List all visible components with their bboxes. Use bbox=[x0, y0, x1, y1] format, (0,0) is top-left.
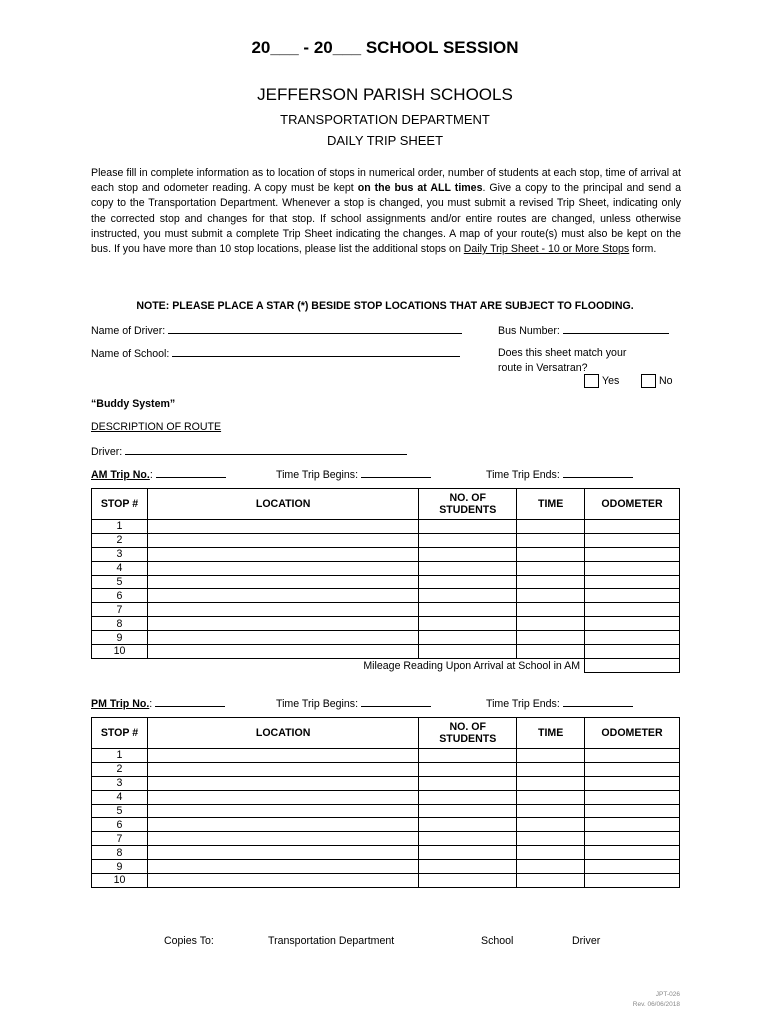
stop-number-cell: 6 bbox=[92, 589, 148, 603]
school-name-field[interactable] bbox=[172, 346, 460, 357]
pm-stop-row bbox=[92, 790, 680, 804]
students-cell[interactable] bbox=[419, 533, 517, 547]
students-header-line1: NO. OF bbox=[449, 721, 486, 733]
odometer-cell[interactable] bbox=[585, 645, 680, 659]
am-trip-number-row: AM Trip No.: bbox=[91, 467, 226, 481]
stop-number-cell: 9 bbox=[92, 631, 148, 645]
stop-number-header: STOP # bbox=[92, 718, 148, 749]
route-description-heading: DESCRIPTION OF ROUTE bbox=[91, 421, 222, 433]
department-name: TRANSPORTATION DEPARTMENT bbox=[280, 112, 490, 127]
stop-number-cell: 10 bbox=[92, 874, 148, 888]
odometer-cell[interactable] bbox=[585, 561, 680, 575]
pm-time-ends-label: Time Trip Ends: bbox=[486, 698, 560, 710]
am-mileage-field[interactable] bbox=[585, 658, 680, 672]
buddy-system-label: “Buddy System” bbox=[91, 398, 176, 410]
am-mileage-label: Mileage Reading Upon Arrival at School in AM bbox=[92, 658, 585, 672]
location-cell[interactable] bbox=[147, 776, 418, 790]
am-stop-row bbox=[92, 617, 680, 631]
stop-number-cell: 2 bbox=[92, 533, 148, 547]
am-stop-row bbox=[92, 631, 680, 645]
yes-label: Yes bbox=[602, 374, 620, 387]
odometer-header: ODOMETER bbox=[585, 718, 680, 749]
am-time-ends-field[interactable] bbox=[563, 467, 633, 478]
students-cell[interactable] bbox=[419, 790, 517, 804]
odometer-cell[interactable] bbox=[585, 631, 680, 645]
pm-stop-row bbox=[92, 804, 680, 818]
time-cell[interactable] bbox=[517, 645, 585, 659]
stop-number-cell: 5 bbox=[92, 575, 148, 589]
pm-stop-row bbox=[92, 846, 680, 860]
pm-time-begins-field[interactable] bbox=[361, 696, 431, 707]
odometer-cell[interactable] bbox=[585, 603, 680, 617]
students-cell[interactable] bbox=[419, 561, 517, 575]
location-cell[interactable] bbox=[147, 575, 418, 589]
location-cell[interactable] bbox=[147, 645, 418, 659]
copy-driver: Driver bbox=[572, 935, 601, 947]
odometer-cell[interactable] bbox=[585, 776, 680, 790]
am-stop-row bbox=[92, 645, 680, 659]
school-name-label: Name of School: bbox=[91, 348, 170, 360]
am-stop-row bbox=[92, 533, 680, 547]
location-cell[interactable] bbox=[147, 561, 418, 575]
am-time-begins-label: Time Trip Begins: bbox=[276, 469, 359, 481]
stop-number-cell: 7 bbox=[92, 832, 148, 846]
time-cell[interactable] bbox=[517, 749, 585, 763]
time-cell[interactable] bbox=[517, 818, 585, 832]
copy-transportation: Transportation Department bbox=[268, 935, 395, 947]
odometer-cell[interactable] bbox=[585, 846, 680, 860]
stop-number-cell: 5 bbox=[92, 804, 148, 818]
stop-number-cell: 1 bbox=[92, 749, 148, 763]
stop-number-cell: 7 bbox=[92, 603, 148, 617]
location-cell[interactable] bbox=[147, 846, 418, 860]
odometer-cell[interactable] bbox=[585, 520, 680, 534]
students-cell[interactable] bbox=[419, 874, 517, 888]
stop-number-cell: 8 bbox=[92, 617, 148, 631]
am-stop-row bbox=[92, 603, 680, 617]
students-cell[interactable] bbox=[419, 860, 517, 874]
time-header: TIME bbox=[517, 718, 585, 749]
location-cell[interactable] bbox=[147, 547, 418, 561]
pm-stop-row bbox=[92, 749, 680, 763]
copy-school: School bbox=[481, 935, 514, 947]
location-cell[interactable] bbox=[147, 603, 418, 617]
copies-to-label: Copies To: bbox=[164, 935, 214, 947]
students-cell[interactable] bbox=[419, 520, 517, 534]
time-cell[interactable] bbox=[517, 631, 585, 645]
am-stop-row bbox=[92, 520, 680, 534]
time-cell[interactable] bbox=[517, 589, 585, 603]
am-trip-number-field[interactable] bbox=[156, 467, 226, 478]
students-header-line2: STUDENTS bbox=[439, 504, 497, 516]
odometer-cell[interactable] bbox=[585, 832, 680, 846]
time-cell[interactable] bbox=[517, 575, 585, 589]
pm-stop-row bbox=[92, 874, 680, 888]
stop-number-cell: 4 bbox=[92, 561, 148, 575]
versatran-question-line2: route in Versatran? bbox=[498, 362, 588, 374]
odometer-cell[interactable] bbox=[585, 818, 680, 832]
pm-stops-table bbox=[91, 717, 680, 888]
location-cell[interactable] bbox=[147, 749, 418, 763]
bus-number-field[interactable] bbox=[563, 323, 669, 334]
am-time-ends-label: Time Trip Ends: bbox=[486, 469, 560, 481]
pm-stop-row bbox=[92, 832, 680, 846]
location-cell[interactable] bbox=[147, 804, 418, 818]
time-cell[interactable] bbox=[517, 762, 585, 776]
pm-stop-row bbox=[92, 860, 680, 874]
instructions-part3: form. bbox=[629, 243, 657, 256]
students-cell[interactable] bbox=[419, 617, 517, 631]
location-cell[interactable] bbox=[147, 520, 418, 534]
students-header bbox=[419, 718, 517, 749]
versatran-yes-option[interactable] bbox=[584, 374, 619, 388]
students-cell[interactable] bbox=[419, 762, 517, 776]
time-cell[interactable] bbox=[517, 860, 585, 874]
session-title: 20___ - 20___ SCHOOL SESSION bbox=[251, 38, 519, 57]
time-cell[interactable] bbox=[517, 804, 585, 818]
students-cell[interactable] bbox=[419, 631, 517, 645]
bus-number-label: Bus Number: bbox=[498, 325, 560, 337]
no-label: No bbox=[659, 374, 673, 387]
location-header: LOCATION bbox=[147, 489, 418, 520]
pm-time-begins-label: Time Trip Begins: bbox=[276, 698, 359, 710]
odometer-cell[interactable] bbox=[585, 547, 680, 561]
odometer-cell[interactable] bbox=[585, 533, 680, 547]
location-header: LOCATION bbox=[147, 718, 418, 749]
pm-trip-number-row: PM Trip No.: bbox=[91, 696, 225, 710]
stop-number-header: STOP # bbox=[92, 489, 148, 520]
students-header-line1: NO. OF bbox=[449, 492, 486, 504]
form-revision: Rev. 06/06/2018 bbox=[632, 1001, 680, 1008]
odometer-cell[interactable] bbox=[585, 589, 680, 603]
bus-number-row bbox=[498, 323, 669, 337]
time-cell[interactable] bbox=[517, 561, 585, 575]
am-stop-row bbox=[92, 561, 680, 575]
time-cell[interactable] bbox=[517, 603, 585, 617]
pm-time-ends-field[interactable] bbox=[563, 696, 633, 707]
route-driver-label: Driver: bbox=[91, 446, 123, 458]
am-table-header-row bbox=[92, 489, 680, 520]
form-code: JPT-026 bbox=[655, 991, 680, 998]
pm-time-begins-row bbox=[276, 696, 431, 710]
instructions-emphasis: on the bus at ALL times bbox=[357, 182, 483, 195]
stop-number-cell: 9 bbox=[92, 860, 148, 874]
am-stop-row bbox=[92, 589, 680, 603]
pm-trip-number-field[interactable] bbox=[155, 696, 225, 707]
pm-trip-label: PM Trip No. bbox=[91, 698, 150, 710]
students-header bbox=[419, 489, 517, 520]
stop-number-cell: 3 bbox=[92, 547, 148, 561]
additional-stops-form-link[interactable]: Daily Trip Sheet - 10 or More Stops bbox=[463, 243, 630, 256]
am-stops-table bbox=[91, 488, 680, 673]
odometer-cell[interactable] bbox=[585, 617, 680, 631]
students-cell[interactable] bbox=[419, 776, 517, 790]
students-cell[interactable] bbox=[419, 603, 517, 617]
no-checkbox[interactable] bbox=[641, 374, 656, 388]
time-cell[interactable] bbox=[517, 846, 585, 860]
location-cell[interactable] bbox=[147, 818, 418, 832]
yes-checkbox[interactable] bbox=[584, 374, 599, 388]
school-name-row bbox=[91, 346, 460, 360]
sheet-title: DAILY TRIP SHEET bbox=[326, 133, 444, 148]
time-cell[interactable] bbox=[517, 617, 585, 631]
location-cell[interactable] bbox=[147, 617, 418, 631]
am-stop-row bbox=[92, 547, 680, 561]
instructions-paragraph bbox=[91, 166, 681, 257]
stop-number-cell: 1 bbox=[92, 520, 148, 534]
time-cell[interactable] bbox=[517, 533, 585, 547]
odometer-cell[interactable] bbox=[585, 749, 680, 763]
location-cell[interactable] bbox=[147, 631, 418, 645]
stop-number-cell: 3 bbox=[92, 776, 148, 790]
organization-name: JEFFERSON PARISH SCHOOLS bbox=[257, 85, 513, 104]
time-cell[interactable] bbox=[517, 547, 585, 561]
pm-table-header-row bbox=[92, 718, 680, 749]
location-cell[interactable] bbox=[147, 589, 418, 603]
students-cell[interactable] bbox=[419, 846, 517, 860]
time-cell[interactable] bbox=[517, 874, 585, 888]
am-time-ends-row bbox=[486, 467, 633, 481]
students-cell[interactable] bbox=[419, 575, 517, 589]
time-cell[interactable] bbox=[517, 520, 585, 534]
driver-name-label: Name of Driver: bbox=[91, 325, 166, 337]
versatran-question-line1: Does this sheet match your bbox=[498, 347, 627, 359]
pm-stop-row bbox=[92, 776, 680, 790]
instructions-part2: . Give a copy to the principal and send a copy to the Transportation Department. Whenever a stop is changed, you must submit a revised Trip Sheet, indicating only the corrected stop and changes for that stop. If school assignments and/or entire routes are changed, unless otherwise instructed, you must submit a complete Trip Sheet indicating the changes. A map of your route(s) must also be kept on the bus. If you have more than 10 stop locations, please list the additional stops on bbox=[91, 182, 681, 256]
odometer-cell[interactable] bbox=[585, 790, 680, 804]
time-cell[interactable] bbox=[517, 790, 585, 804]
time-cell[interactable] bbox=[517, 776, 585, 790]
am-time-begins-row bbox=[276, 467, 431, 481]
versatran-no-option[interactable] bbox=[641, 374, 673, 388]
driver-name-row bbox=[91, 323, 462, 337]
location-cell[interactable] bbox=[147, 790, 418, 804]
students-cell[interactable] bbox=[419, 547, 517, 561]
odometer-header: ODOMETER bbox=[585, 489, 680, 520]
pm-stop-row bbox=[92, 762, 680, 776]
driver-name-field[interactable] bbox=[168, 323, 462, 334]
students-cell[interactable] bbox=[419, 832, 517, 846]
students-cell[interactable] bbox=[419, 818, 517, 832]
location-cell[interactable] bbox=[147, 874, 418, 888]
stop-number-cell: 10 bbox=[92, 645, 148, 659]
stop-number-cell: 4 bbox=[92, 790, 148, 804]
odometer-cell[interactable] bbox=[585, 860, 680, 874]
versatran-question bbox=[498, 346, 626, 376]
am-time-begins-field[interactable] bbox=[361, 467, 431, 478]
time-header: TIME bbox=[517, 489, 585, 520]
location-cell[interactable] bbox=[147, 533, 418, 547]
am-mileage-row bbox=[92, 658, 680, 672]
location-cell[interactable] bbox=[147, 762, 418, 776]
pm-stop-row bbox=[92, 818, 680, 832]
students-cell[interactable] bbox=[419, 749, 517, 763]
stop-number-cell: 6 bbox=[92, 818, 148, 832]
students-cell[interactable] bbox=[419, 804, 517, 818]
instructions-part1: Please fill in complete information as to location of stops in numerical order, number of students at each stop, time of arrival at each stop and odometer reading. A copy must be kept bbox=[91, 167, 681, 195]
location-cell[interactable] bbox=[147, 860, 418, 874]
route-driver-field[interactable] bbox=[125, 444, 407, 455]
students-header-line2: STUDENTS bbox=[439, 733, 497, 745]
stop-number-cell: 8 bbox=[92, 846, 148, 860]
am-stop-row bbox=[92, 575, 680, 589]
location-cell[interactable] bbox=[147, 832, 418, 846]
flooding-note: NOTE: PLEASE PLACE A STAR (*) BESIDE STOP LOCATIONS THAT ARE SUBJECT TO FLOODING. bbox=[136, 300, 634, 312]
am-trip-label: AM Trip No. bbox=[91, 469, 150, 481]
odometer-cell[interactable] bbox=[585, 762, 680, 776]
stop-number-cell: 2 bbox=[92, 762, 148, 776]
students-cell[interactable] bbox=[419, 645, 517, 659]
odometer-cell[interactable] bbox=[585, 804, 680, 818]
route-driver-row bbox=[91, 444, 407, 458]
time-cell[interactable] bbox=[517, 832, 585, 846]
odometer-cell[interactable] bbox=[585, 575, 680, 589]
students-cell[interactable] bbox=[419, 589, 517, 603]
odometer-cell[interactable] bbox=[585, 874, 680, 888]
pm-time-ends-row bbox=[486, 696, 633, 710]
